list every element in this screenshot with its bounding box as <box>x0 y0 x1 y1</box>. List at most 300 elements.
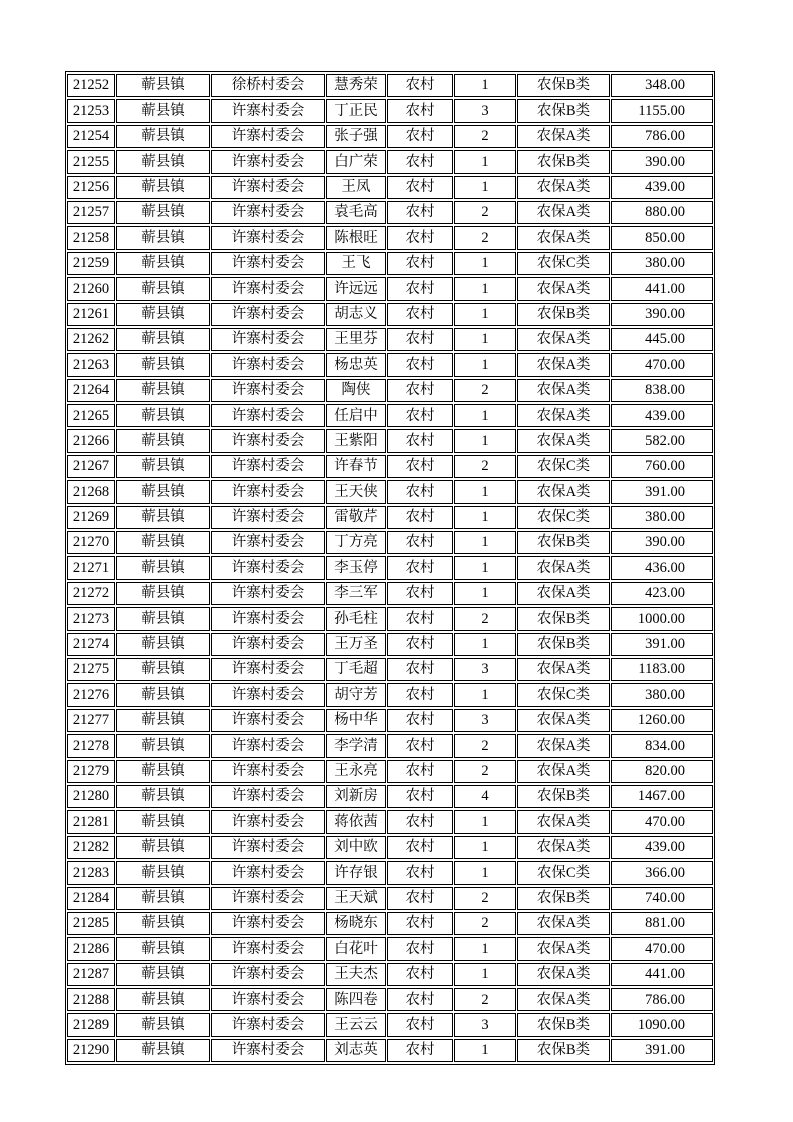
cell-person: 刘中欧 <box>326 836 386 859</box>
cell-town: 蕲县镇 <box>116 404 210 427</box>
cell-town: 蕲县镇 <box>116 912 210 935</box>
cell-amount: 850.00 <box>611 226 713 249</box>
cell-person: 王云云 <box>326 1013 386 1036</box>
cell-seq: 21290 <box>67 1039 115 1062</box>
cell-residence: 农村 <box>387 760 453 783</box>
cell-count: 2 <box>454 887 516 910</box>
table-row <box>67 353 713 376</box>
cell-seq: 21265 <box>67 404 115 427</box>
cell-person: 许春节 <box>326 455 386 478</box>
table-row <box>67 658 713 681</box>
cell-person: 刘志英 <box>326 1039 386 1062</box>
cell-person: 丁正民 <box>326 99 386 122</box>
cell-amount: 881.00 <box>611 912 713 935</box>
cell-seq: 21273 <box>67 607 115 630</box>
cell-town: 蕲县镇 <box>116 150 210 173</box>
table-row <box>67 556 713 579</box>
cell-person: 雷敬芹 <box>326 506 386 529</box>
cell-category: 农保B类 <box>517 303 610 326</box>
table-row <box>67 277 713 300</box>
cell-town: 蕲县镇 <box>116 861 210 884</box>
cell-village: 许寨村委会 <box>211 683 325 706</box>
cell-count: 1 <box>454 353 516 376</box>
table-row <box>67 709 713 732</box>
cell-residence: 农村 <box>387 683 453 706</box>
subsidy-table <box>65 71 715 1065</box>
cell-category: 农保A类 <box>517 176 610 199</box>
cell-count: 1 <box>454 404 516 427</box>
cell-town: 蕲县镇 <box>116 506 210 529</box>
cell-count: 1 <box>454 303 516 326</box>
cell-town: 蕲县镇 <box>116 74 210 97</box>
cell-village: 许寨村委会 <box>211 887 325 910</box>
cell-count: 1 <box>454 429 516 452</box>
cell-person: 杨中华 <box>326 709 386 732</box>
cell-count: 3 <box>454 658 516 681</box>
cell-amount: 1090.00 <box>611 1013 713 1036</box>
table-row <box>67 887 713 910</box>
cell-count: 1 <box>454 176 516 199</box>
cell-category: 农保A类 <box>517 226 610 249</box>
cell-person: 杨忠英 <box>326 353 386 376</box>
cell-town: 蕲县镇 <box>116 201 210 224</box>
cell-village: 许寨村委会 <box>211 176 325 199</box>
cell-amount: 470.00 <box>611 810 713 833</box>
cell-village: 许寨村委会 <box>211 1039 325 1062</box>
cell-count: 1 <box>454 328 516 351</box>
cell-category: 农保B类 <box>517 531 610 554</box>
cell-person: 王天侠 <box>326 480 386 503</box>
cell-category: 农保A类 <box>517 353 610 376</box>
table-row <box>67 988 713 1011</box>
cell-count: 1 <box>454 937 516 960</box>
cell-count: 1 <box>454 531 516 554</box>
cell-residence: 农村 <box>387 633 453 656</box>
cell-count: 1 <box>454 252 516 275</box>
cell-count: 1 <box>454 74 516 97</box>
cell-residence: 农村 <box>387 429 453 452</box>
cell-person: 许存银 <box>326 861 386 884</box>
cell-town: 蕲县镇 <box>116 379 210 402</box>
cell-category: 农保B类 <box>517 99 610 122</box>
cell-town: 蕲县镇 <box>116 658 210 681</box>
cell-residence: 农村 <box>387 963 453 986</box>
cell-town: 蕲县镇 <box>116 252 210 275</box>
cell-village: 许寨村委会 <box>211 429 325 452</box>
cell-seq: 21263 <box>67 353 115 376</box>
cell-person: 袁毛高 <box>326 201 386 224</box>
cell-residence: 农村 <box>387 379 453 402</box>
cell-seq: 21286 <box>67 937 115 960</box>
cell-category: 农保B类 <box>517 1039 610 1062</box>
cell-category: 农保A类 <box>517 937 610 960</box>
cell-residence: 农村 <box>387 1039 453 1062</box>
cell-seq: 21267 <box>67 455 115 478</box>
cell-residence: 农村 <box>387 658 453 681</box>
cell-village: 徐桥村委会 <box>211 74 325 97</box>
cell-category: 农保B类 <box>517 74 610 97</box>
cell-person: 陈根旺 <box>326 226 386 249</box>
cell-village: 许寨村委会 <box>211 937 325 960</box>
cell-residence: 农村 <box>387 912 453 935</box>
table-row <box>67 226 713 249</box>
cell-person: 白花叶 <box>326 937 386 960</box>
cell-count: 3 <box>454 99 516 122</box>
cell-person: 孙毛柱 <box>326 607 386 630</box>
cell-person: 任启中 <box>326 404 386 427</box>
cell-town: 蕲县镇 <box>116 455 210 478</box>
table-row <box>67 506 713 529</box>
cell-category: 农保B类 <box>517 1013 610 1036</box>
cell-amount: 441.00 <box>611 277 713 300</box>
cell-amount: 436.00 <box>611 556 713 579</box>
cell-seq: 21284 <box>67 887 115 910</box>
cell-count: 1 <box>454 836 516 859</box>
cell-village: 许寨村委会 <box>211 633 325 656</box>
table-row <box>67 201 713 224</box>
cell-amount: 470.00 <box>611 353 713 376</box>
cell-residence: 农村 <box>387 226 453 249</box>
table-row <box>67 1013 713 1036</box>
cell-count: 1 <box>454 506 516 529</box>
cell-person: 王紫阳 <box>326 429 386 452</box>
table-row <box>67 633 713 656</box>
table-row <box>67 328 713 351</box>
cell-count: 2 <box>454 201 516 224</box>
cell-residence: 农村 <box>387 556 453 579</box>
cell-amount: 445.00 <box>611 328 713 351</box>
cell-village: 许寨村委会 <box>211 912 325 935</box>
cell-person: 王飞 <box>326 252 386 275</box>
cell-category: 农保A类 <box>517 658 610 681</box>
cell-residence: 农村 <box>387 353 453 376</box>
cell-village: 许寨村委会 <box>211 328 325 351</box>
cell-seq: 21272 <box>67 582 115 605</box>
cell-town: 蕲县镇 <box>116 582 210 605</box>
cell-category: 农保A类 <box>517 810 610 833</box>
cell-village: 许寨村委会 <box>211 150 325 173</box>
table-row <box>67 810 713 833</box>
table-row <box>67 150 713 173</box>
cell-town: 蕲县镇 <box>116 734 210 757</box>
cell-amount: 439.00 <box>611 176 713 199</box>
cell-category: 农保B类 <box>517 607 610 630</box>
cell-village: 许寨村委会 <box>211 988 325 1011</box>
cell-amount: 820.00 <box>611 760 713 783</box>
cell-amount: 423.00 <box>611 582 713 605</box>
cell-person: 许远远 <box>326 277 386 300</box>
cell-person: 王凤 <box>326 176 386 199</box>
cell-seq: 21287 <box>67 963 115 986</box>
cell-amount: 1467.00 <box>611 785 713 808</box>
cell-count: 1 <box>454 582 516 605</box>
cell-town: 蕲县镇 <box>116 226 210 249</box>
table-row <box>67 683 713 706</box>
table-row <box>67 734 713 757</box>
cell-amount: 380.00 <box>611 252 713 275</box>
cell-person: 陈四卷 <box>326 988 386 1011</box>
table-row <box>67 404 713 427</box>
cell-residence: 农村 <box>387 328 453 351</box>
cell-village: 许寨村委会 <box>211 861 325 884</box>
cell-residence: 农村 <box>387 1013 453 1036</box>
cell-seq: 21253 <box>67 99 115 122</box>
cell-town: 蕲县镇 <box>116 633 210 656</box>
cell-seq: 21257 <box>67 201 115 224</box>
cell-person: 李玉停 <box>326 556 386 579</box>
cell-town: 蕲县镇 <box>116 785 210 808</box>
cell-person: 杨晓东 <box>326 912 386 935</box>
cell-count: 1 <box>454 683 516 706</box>
cell-seq: 21288 <box>67 988 115 1011</box>
cell-seq: 21269 <box>67 506 115 529</box>
cell-person: 王里芬 <box>326 328 386 351</box>
cell-count: 2 <box>454 912 516 935</box>
cell-seq: 21281 <box>67 810 115 833</box>
cell-village: 许寨村委会 <box>211 455 325 478</box>
cell-village: 许寨村委会 <box>211 353 325 376</box>
cell-person: 胡守芳 <box>326 683 386 706</box>
cell-village: 许寨村委会 <box>211 785 325 808</box>
cell-person: 王天斌 <box>326 887 386 910</box>
cell-category: 农保A类 <box>517 429 610 452</box>
cell-village: 许寨村委会 <box>211 99 325 122</box>
cell-category: 农保B类 <box>517 887 610 910</box>
cell-village: 许寨村委会 <box>211 404 325 427</box>
cell-village: 许寨村委会 <box>211 531 325 554</box>
cell-town: 蕲县镇 <box>116 480 210 503</box>
cell-town: 蕲县镇 <box>116 683 210 706</box>
cell-town: 蕲县镇 <box>116 963 210 986</box>
cell-village: 许寨村委会 <box>211 1013 325 1036</box>
cell-seq: 21261 <box>67 303 115 326</box>
cell-count: 2 <box>454 226 516 249</box>
cell-amount: 786.00 <box>611 125 713 148</box>
table-row <box>67 963 713 986</box>
cell-town: 蕲县镇 <box>116 988 210 1011</box>
cell-residence: 农村 <box>387 937 453 960</box>
cell-amount: 1000.00 <box>611 607 713 630</box>
cell-residence: 农村 <box>387 607 453 630</box>
table-row <box>67 125 713 148</box>
cell-count: 2 <box>454 988 516 1011</box>
cell-village: 许寨村委会 <box>211 963 325 986</box>
table-row <box>67 303 713 326</box>
cell-residence: 农村 <box>387 506 453 529</box>
cell-residence: 农村 <box>387 303 453 326</box>
cell-village: 许寨村委会 <box>211 303 325 326</box>
cell-seq: 21264 <box>67 379 115 402</box>
cell-residence: 农村 <box>387 836 453 859</box>
table-row <box>67 760 713 783</box>
cell-seq: 21274 <box>67 633 115 656</box>
cell-residence: 农村 <box>387 734 453 757</box>
cell-amount: 1260.00 <box>611 709 713 732</box>
cell-amount: 582.00 <box>611 429 713 452</box>
cell-count: 2 <box>454 734 516 757</box>
cell-village: 许寨村委会 <box>211 226 325 249</box>
cell-category: 农保A类 <box>517 760 610 783</box>
cell-village: 许寨村委会 <box>211 506 325 529</box>
cell-count: 1 <box>454 633 516 656</box>
cell-person: 王万圣 <box>326 633 386 656</box>
cell-village: 许寨村委会 <box>211 607 325 630</box>
cell-seq: 21285 <box>67 912 115 935</box>
cell-category: 农保A类 <box>517 379 610 402</box>
cell-person: 李三军 <box>326 582 386 605</box>
cell-category: 农保C类 <box>517 861 610 884</box>
cell-person: 张子强 <box>326 125 386 148</box>
cell-amount: 441.00 <box>611 963 713 986</box>
cell-category: 农保C类 <box>517 455 610 478</box>
cell-residence: 农村 <box>387 404 453 427</box>
cell-category: 农保A类 <box>517 912 610 935</box>
cell-town: 蕲县镇 <box>116 760 210 783</box>
cell-amount: 880.00 <box>611 201 713 224</box>
cell-residence: 农村 <box>387 455 453 478</box>
cell-village: 许寨村委会 <box>211 760 325 783</box>
table-row <box>67 379 713 402</box>
cell-village: 许寨村委会 <box>211 810 325 833</box>
cell-town: 蕲县镇 <box>116 303 210 326</box>
cell-person: 慧秀荣 <box>326 74 386 97</box>
cell-residence: 农村 <box>387 480 453 503</box>
cell-town: 蕲县镇 <box>116 277 210 300</box>
cell-seq: 21276 <box>67 683 115 706</box>
table-row <box>67 480 713 503</box>
cell-amount: 439.00 <box>611 836 713 859</box>
cell-town: 蕲县镇 <box>116 353 210 376</box>
cell-category: 农保C类 <box>517 506 610 529</box>
cell-town: 蕲县镇 <box>116 429 210 452</box>
cell-count: 1 <box>454 1039 516 1062</box>
cell-count: 1 <box>454 810 516 833</box>
cell-amount: 439.00 <box>611 404 713 427</box>
cell-residence: 农村 <box>387 785 453 808</box>
cell-village: 许寨村委会 <box>211 556 325 579</box>
cell-category: 农保A类 <box>517 582 610 605</box>
cell-town: 蕲县镇 <box>116 176 210 199</box>
cell-residence: 农村 <box>387 531 453 554</box>
cell-seq: 21280 <box>67 785 115 808</box>
table-row <box>67 912 713 935</box>
cell-seq: 21260 <box>67 277 115 300</box>
cell-village: 许寨村委会 <box>211 125 325 148</box>
cell-amount: 390.00 <box>611 303 713 326</box>
cell-town: 蕲县镇 <box>116 1013 210 1036</box>
cell-count: 1 <box>454 480 516 503</box>
table-row <box>67 455 713 478</box>
cell-category: 农保A类 <box>517 709 610 732</box>
cell-person: 陶侠 <box>326 379 386 402</box>
cell-category: 农保B类 <box>517 785 610 808</box>
cell-amount: 366.00 <box>611 861 713 884</box>
cell-amount: 391.00 <box>611 480 713 503</box>
cell-village: 许寨村委会 <box>211 709 325 732</box>
table-row <box>67 861 713 884</box>
cell-village: 许寨村委会 <box>211 658 325 681</box>
cell-seq: 21252 <box>67 74 115 97</box>
cell-seq: 21277 <box>67 709 115 732</box>
cell-category: 农保A类 <box>517 277 610 300</box>
cell-residence: 农村 <box>387 709 453 732</box>
cell-seq: 21275 <box>67 658 115 681</box>
cell-seq: 21279 <box>67 760 115 783</box>
cell-village: 许寨村委会 <box>211 277 325 300</box>
cell-category: 农保A类 <box>517 734 610 757</box>
cell-seq: 21255 <box>67 150 115 173</box>
cell-amount: 834.00 <box>611 734 713 757</box>
cell-amount: 348.00 <box>611 74 713 97</box>
cell-seq: 21259 <box>67 252 115 275</box>
cell-town: 蕲县镇 <box>116 607 210 630</box>
cell-town: 蕲县镇 <box>116 810 210 833</box>
cell-town: 蕲县镇 <box>116 125 210 148</box>
cell-category: 农保A类 <box>517 556 610 579</box>
cell-residence: 农村 <box>387 150 453 173</box>
cell-count: 2 <box>454 607 516 630</box>
cell-seq: 21289 <box>67 1013 115 1036</box>
cell-amount: 786.00 <box>611 988 713 1011</box>
cell-person: 白广荣 <box>326 150 386 173</box>
table-row <box>67 785 713 808</box>
cell-amount: 391.00 <box>611 633 713 656</box>
table-row <box>67 429 713 452</box>
cell-person: 胡志义 <box>326 303 386 326</box>
cell-category: 农保B类 <box>517 150 610 173</box>
cell-seq: 21283 <box>67 861 115 884</box>
cell-person: 王夫杰 <box>326 963 386 986</box>
cell-person: 丁毛超 <box>326 658 386 681</box>
cell-category: 农保A类 <box>517 963 610 986</box>
cell-amount: 380.00 <box>611 683 713 706</box>
table-row <box>67 937 713 960</box>
cell-residence: 农村 <box>387 176 453 199</box>
cell-residence: 农村 <box>387 582 453 605</box>
cell-town: 蕲县镇 <box>116 937 210 960</box>
cell-category: 农保A类 <box>517 404 610 427</box>
cell-town: 蕲县镇 <box>116 99 210 122</box>
cell-count: 2 <box>454 760 516 783</box>
cell-town: 蕲县镇 <box>116 836 210 859</box>
cell-town: 蕲县镇 <box>116 1039 210 1062</box>
cell-village: 许寨村委会 <box>211 734 325 757</box>
cell-seq: 21268 <box>67 480 115 503</box>
cell-category: 农保B类 <box>517 633 610 656</box>
cell-village: 许寨村委会 <box>211 480 325 503</box>
cell-count: 1 <box>454 277 516 300</box>
cell-count: 3 <box>454 1013 516 1036</box>
cell-residence: 农村 <box>387 252 453 275</box>
table-row <box>67 531 713 554</box>
cell-seq: 21262 <box>67 328 115 351</box>
cell-seq: 21278 <box>67 734 115 757</box>
table-row <box>67 836 713 859</box>
table-row <box>67 1039 713 1062</box>
cell-town: 蕲县镇 <box>116 556 210 579</box>
cell-category: 农保A类 <box>517 201 610 224</box>
cell-residence: 农村 <box>387 861 453 884</box>
cell-amount: 390.00 <box>611 150 713 173</box>
cell-category: 农保A类 <box>517 328 610 351</box>
table-row <box>67 607 713 630</box>
cell-seq: 21266 <box>67 429 115 452</box>
cell-residence: 农村 <box>387 99 453 122</box>
cell-count: 1 <box>454 556 516 579</box>
cell-residence: 农村 <box>387 125 453 148</box>
cell-category: 农保A类 <box>517 125 610 148</box>
cell-category: 农保C类 <box>517 252 610 275</box>
